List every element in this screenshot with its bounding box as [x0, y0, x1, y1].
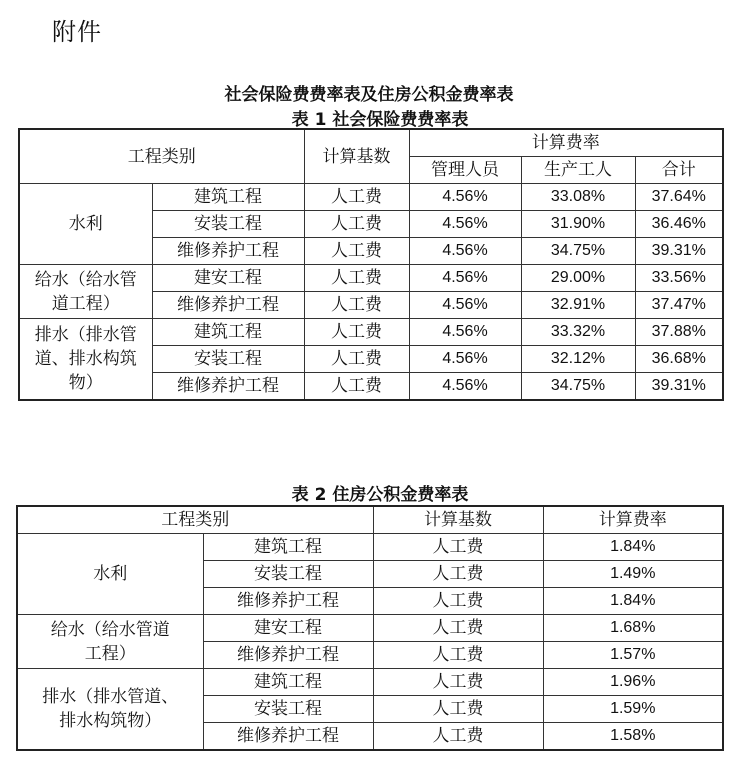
total-rate: 36.46%	[635, 211, 723, 238]
mgmt-rate: 4.56%	[409, 346, 521, 373]
rate: 1.49%	[543, 561, 723, 588]
calc-base: 人工费	[373, 615, 543, 642]
calc-base: 人工费	[304, 373, 409, 401]
calc-base: 人工费	[304, 211, 409, 238]
project-type: 建筑工程	[152, 184, 304, 211]
prod-rate: 34.75%	[521, 238, 635, 265]
prod-rate: 34.75%	[521, 373, 635, 401]
prod-rate: 33.08%	[521, 184, 635, 211]
project-type: 维修养护工程	[203, 588, 373, 615]
group-name	[17, 615, 203, 669]
total-rate: 37.47%	[635, 292, 723, 319]
table1-caption: 表 1 社会保险费费率表	[291, 110, 469, 130]
group-name	[19, 319, 152, 401]
table-row	[17, 534, 723, 561]
total-rate: 39.31%	[635, 238, 723, 265]
mgmt-rate: 4.56%	[409, 184, 521, 211]
header-rate: 计算费率	[543, 506, 723, 534]
header-rate-group: 计算费率	[409, 129, 723, 157]
mgmt-rate: 4.56%	[409, 238, 521, 265]
project-type: 建安工程	[152, 265, 304, 292]
calc-base: 人工费	[373, 561, 543, 588]
header-base: 计算基数	[304, 129, 409, 184]
group-name-line: 给水（给水管	[34, 269, 137, 290]
calc-base: 人工费	[304, 238, 409, 265]
prod-rate: 33.32%	[521, 319, 635, 346]
prod-rate: 31.90%	[521, 211, 635, 238]
rate: 1.84%	[543, 534, 723, 561]
table-row	[17, 669, 723, 696]
project-type: 安装工程	[152, 346, 304, 373]
mgmt-rate: 4.56%	[409, 319, 521, 346]
calc-base: 人工费	[373, 669, 543, 696]
project-type: 维修养护工程	[152, 238, 304, 265]
group-name: 水利	[17, 534, 203, 615]
rate: 1.59%	[543, 696, 723, 723]
header-prod: 生产工人	[521, 157, 635, 184]
group-name-line: 工程）	[84, 643, 136, 664]
calc-base: 人工费	[304, 319, 409, 346]
project-type: 建筑工程	[203, 669, 373, 696]
group-name	[19, 265, 152, 319]
rate: 1.57%	[543, 642, 723, 669]
group-name-line: 排水构筑物）	[59, 711, 162, 731]
project-type: 安装工程	[152, 211, 304, 238]
group-name-line: 给水（给水管道	[50, 619, 170, 640]
group-name-line: 排水（排水管	[34, 325, 137, 345]
mgmt-rate: 4.56%	[409, 265, 521, 292]
calc-base: 人工费	[373, 588, 543, 615]
group-name	[17, 669, 203, 751]
project-type: 维修养护工程	[152, 373, 304, 401]
project-type: 建安工程	[203, 615, 373, 642]
header-total: 合计	[635, 157, 723, 184]
calc-base: 人工费	[373, 642, 543, 669]
prod-rate: 32.12%	[521, 346, 635, 373]
calc-base: 人工费	[373, 696, 543, 723]
prod-rate: 29.00%	[521, 265, 635, 292]
group-name: 水利	[19, 184, 152, 265]
table-row	[19, 319, 723, 346]
total-rate: 37.64%	[635, 184, 723, 211]
group-name-line: 道工程）	[51, 293, 120, 314]
table-row	[19, 184, 723, 211]
calc-base: 人工费	[304, 184, 409, 211]
mgmt-rate: 4.56%	[409, 373, 521, 401]
mgmt-rate: 4.56%	[409, 211, 521, 238]
project-type: 维修养护工程	[203, 723, 373, 751]
rate: 1.68%	[543, 615, 723, 642]
project-type: 安装工程	[203, 561, 373, 588]
prod-rate: 32.91%	[521, 292, 635, 319]
group-name-line: 排水（排水管道、	[42, 687, 179, 707]
main-title: 社会保险费费率表及住房公积金费率表	[224, 85, 514, 105]
calc-base: 人工费	[373, 723, 543, 751]
project-type: 维修养护工程	[203, 642, 373, 669]
calc-base: 人工费	[304, 265, 409, 292]
calc-base: 人工费	[373, 534, 543, 561]
project-type: 安装工程	[203, 696, 373, 723]
header-category: 工程类别	[19, 129, 304, 184]
total-rate: 37.88%	[635, 319, 723, 346]
calc-base: 人工费	[304, 346, 409, 373]
header-category: 工程类别	[17, 506, 373, 534]
total-rate: 39.31%	[635, 373, 723, 401]
social-insurance-rate-table	[18, 128, 724, 401]
project-type: 维修养护工程	[152, 292, 304, 319]
project-type: 建筑工程	[152, 319, 304, 346]
total-rate: 36.68%	[635, 346, 723, 373]
group-name-line: 物）	[68, 373, 103, 393]
rate: 1.84%	[543, 588, 723, 615]
header-mgmt: 管理人员	[409, 157, 521, 184]
table2-caption: 表 2 住房公积金费率表	[291, 485, 469, 505]
calc-base: 人工费	[304, 292, 409, 319]
group-name-line: 道、排水构筑	[34, 349, 137, 369]
housing-fund-rate-table	[16, 505, 724, 751]
table-row	[19, 265, 723, 292]
rate: 1.58%	[543, 723, 723, 751]
header-base: 计算基数	[373, 506, 543, 534]
mgmt-rate: 4.56%	[409, 292, 521, 319]
total-rate: 33.56%	[635, 265, 723, 292]
project-type: 建筑工程	[203, 534, 373, 561]
attachment-label: 附件	[52, 18, 102, 46]
rate: 1.96%	[543, 669, 723, 696]
table-row	[17, 615, 723, 642]
